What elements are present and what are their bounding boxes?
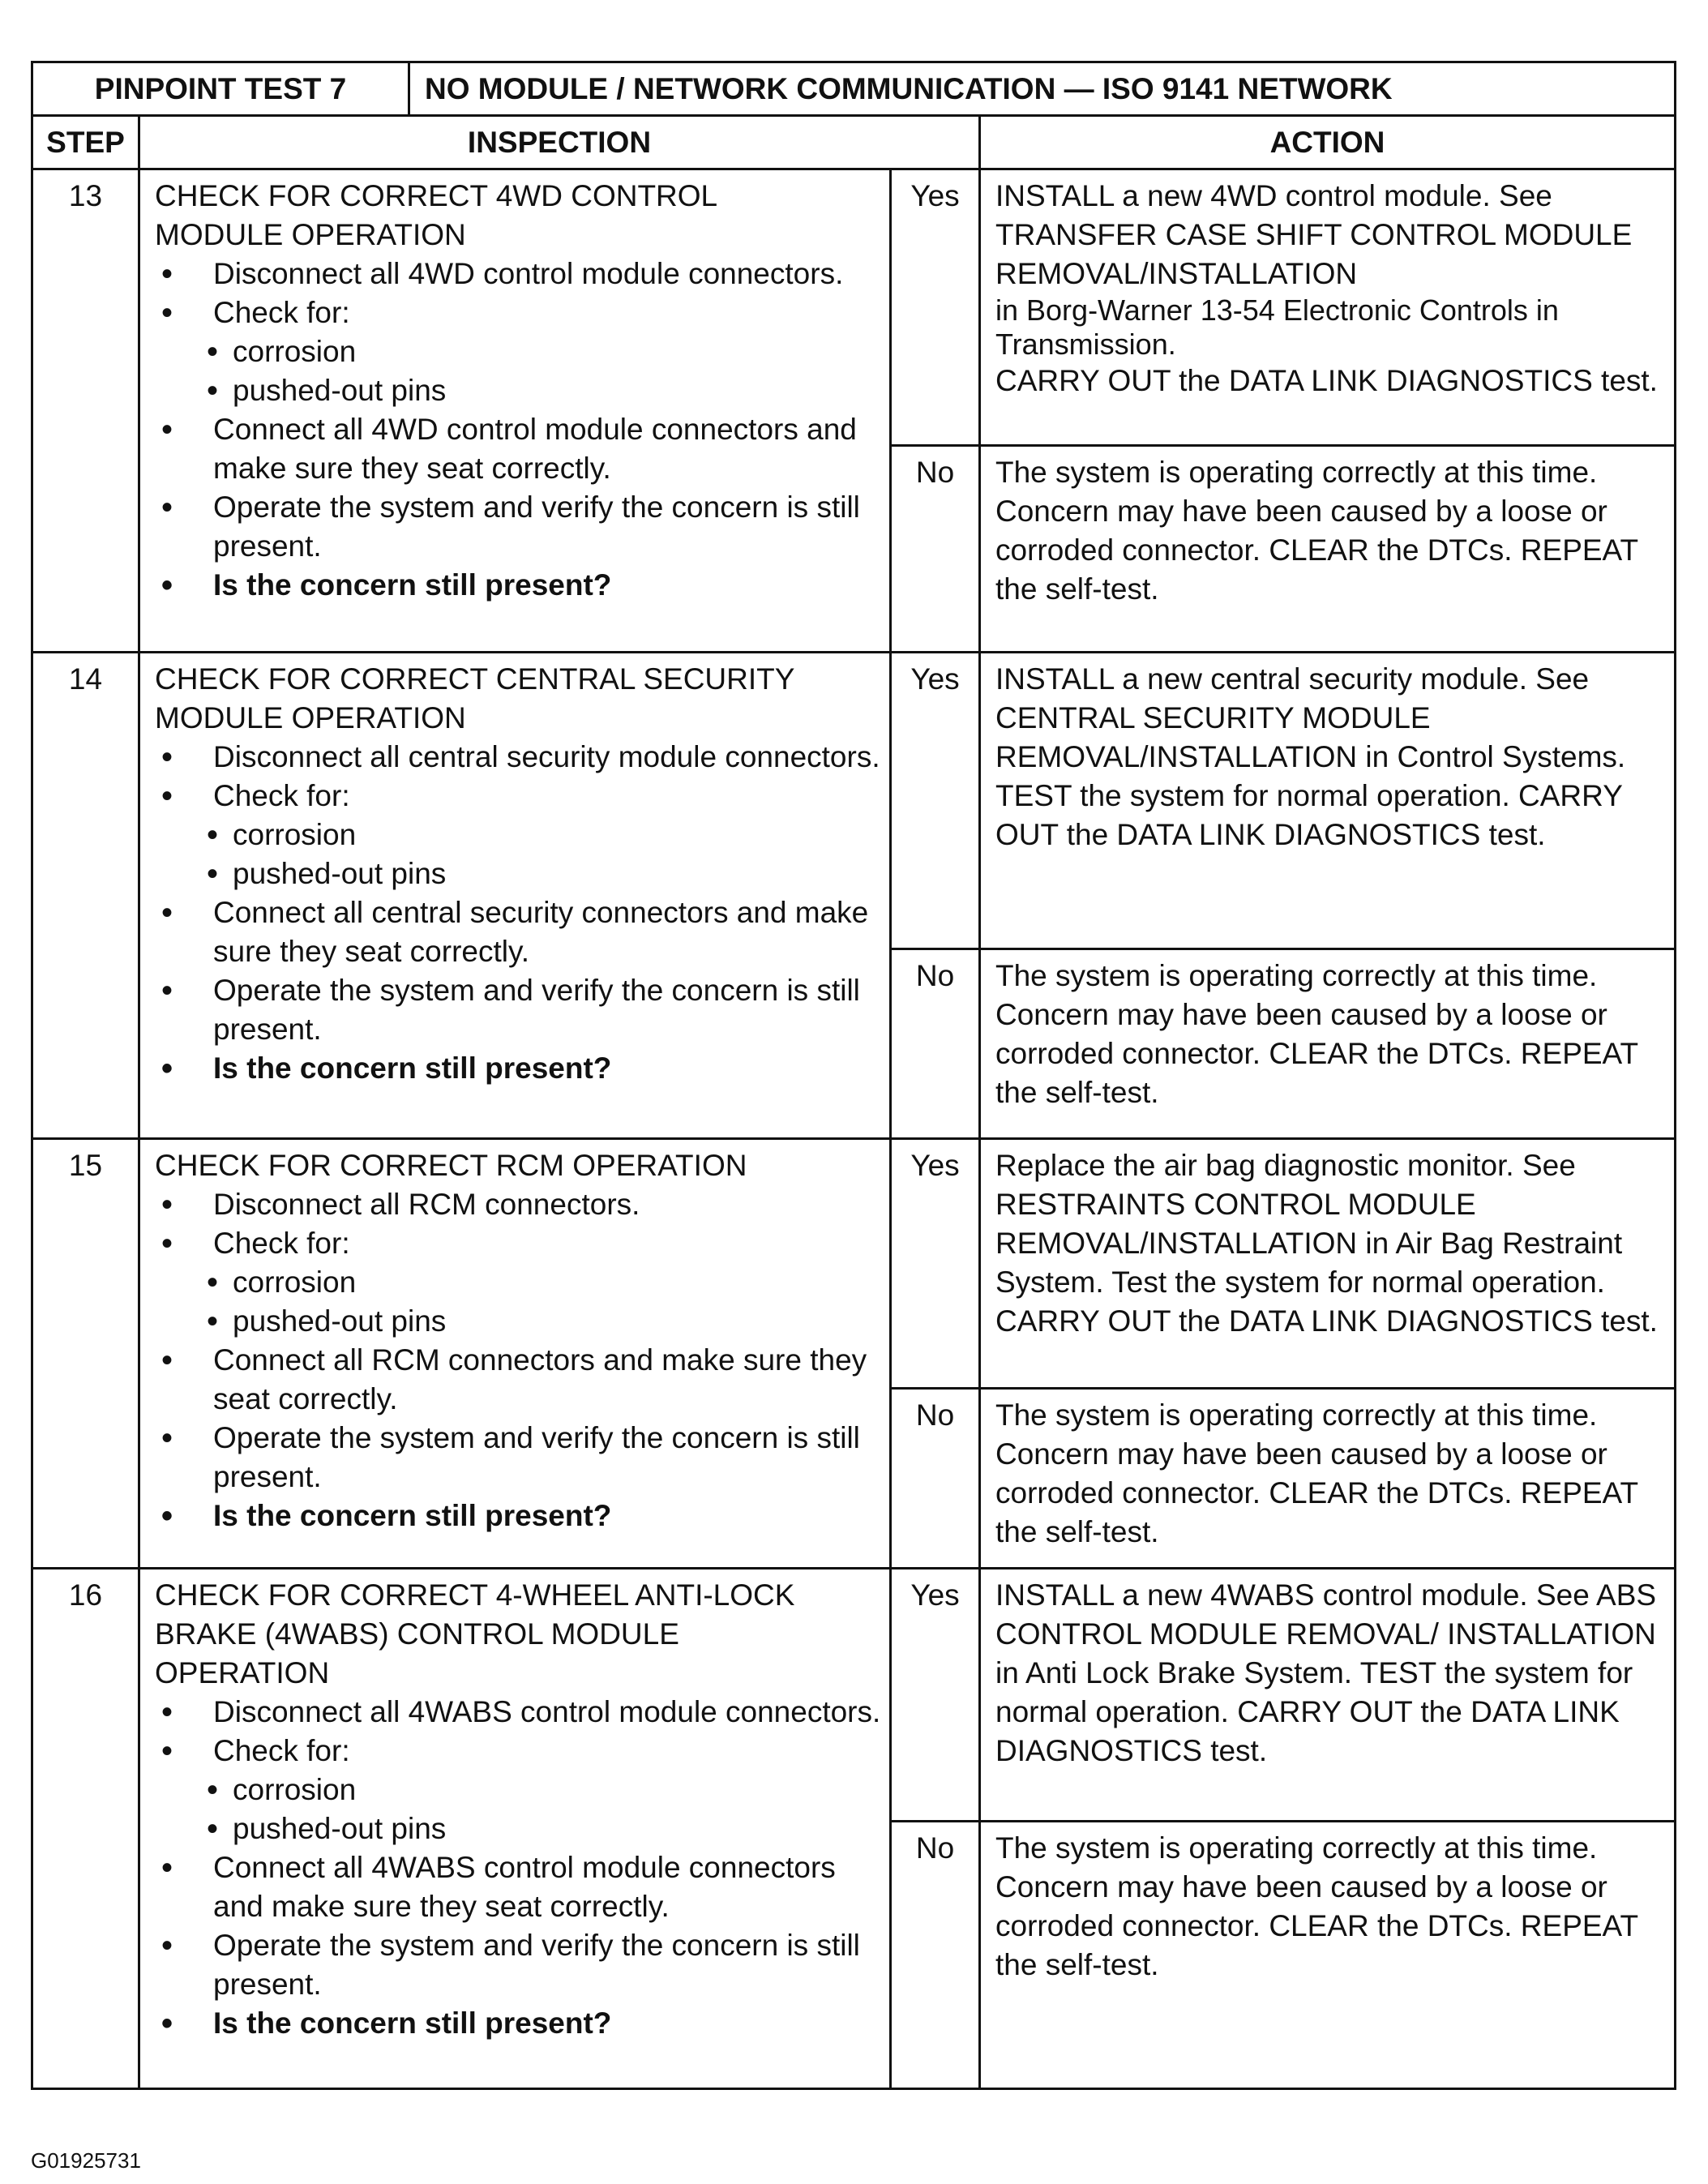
no-action: The system is operating correctly at this time. Concern may have been caused by a loose or corroded connector. CLEAR the DTCs. REPEAT the self-test. [980, 1822, 1676, 2089]
list-item [155, 293, 881, 410]
list-item: • corrosion [194, 1771, 881, 1809]
yes-action: Replace the air bag diagnostic monitor. See RESTRAINTS CONTROL MODULE REMOVAL/INSTALLATION in Air Bag Restraint System. Test the system for normal operation. CARRY OUT the DATA LINK DIAGNOSTICS test. [980, 1139, 1676, 1389]
inspection-list [155, 738, 881, 1088]
inspection-cell [139, 653, 891, 1139]
inspection-cell [139, 1139, 891, 1569]
check-for-label: Check for: [213, 1734, 350, 1767]
step-number: 16 [32, 1569, 139, 2089]
list-item: • Operate the system and verify the concern is still present. [155, 971, 881, 1049]
check-for-label: Check for: [213, 1227, 350, 1260]
list-item: • pushed-out pins [194, 1809, 881, 1848]
inspection-heading: OPERATION [155, 1656, 330, 1689]
no-action: The system is operating correctly at this time. Concern may have been caused by a loose or corroded connector. CLEAR the DTCs. REPEAT the self-test. [980, 1389, 1676, 1569]
list-item: • Operate the system and verify the concern is still present. [155, 488, 881, 566]
inspection-heading: CHECK FOR CORRECT CENTRAL SECURITY [155, 662, 795, 696]
yes-action [980, 169, 1676, 446]
check-list [213, 332, 881, 410]
yes-label: Yes [891, 169, 980, 446]
list-item: • Disconnect all 4WABS control module connectors. [155, 1693, 881, 1732]
inspection-cell [139, 169, 891, 653]
inspection-heading: CHECK FOR CORRECT RCM OPERATION [155, 1149, 747, 1182]
question-item: • Is the concern still present? [155, 566, 881, 605]
yes-label: Yes [891, 1139, 980, 1389]
list-item: • pushed-out pins [194, 854, 881, 893]
list-item: • pushed-out pins [194, 1302, 881, 1341]
no-label: No [891, 1822, 980, 2089]
title-row [32, 62, 1676, 116]
inspection-heading: BRAKE (4WABS) CONTROL MODULE [155, 1617, 679, 1651]
list-item: • Connect all central security connectors and make sure they seat correctly. [155, 893, 881, 971]
inspection-list [155, 255, 881, 605]
inspection-heading: MODULE OPERATION [155, 218, 466, 251]
action-text: INSTALL a new 4WD control module. See TRANSFER CASE SHIFT CONTROL MODULE REMOVAL/INSTALLATION [995, 179, 1633, 290]
no-label: No [891, 1389, 980, 1569]
inspection-list [155, 1185, 881, 1535]
inspection-heading: CHECK FOR CORRECT 4-WHEEL ANTI-LOCK [155, 1578, 795, 1612]
list-item: • corrosion [194, 1263, 881, 1302]
no-action: The system is operating correctly at this time. Concern may have been caused by a loose or corroded connector. CLEAR the DTCs. REPEAT the self-test. [980, 446, 1676, 653]
inspection-cell [139, 1569, 891, 2089]
step-number: 13 [32, 169, 139, 653]
list-item: • Connect all 4WABS control module connectors and make sure they seat correctly. [155, 1848, 881, 1926]
check-list [213, 1771, 881, 1848]
question-item: • Is the concern still present? [155, 1049, 881, 1088]
step-row-15-yes [32, 1139, 1676, 1389]
inspection-list [155, 1693, 881, 2043]
test-title: NO MODULE / NETWORK COMMUNICATION — ISO 9141 NETWORK [409, 62, 1676, 116]
action-column-header: ACTION [980, 116, 1676, 169]
figure-id: G01925731 [31, 2148, 141, 2173]
list-item: • Disconnect all central security module connectors. [155, 738, 881, 777]
yes-action: INSTALL a new 4WABS control module. See ABS CONTROL MODULE REMOVAL/ INSTALLATION in Anti Lock Brake System. TEST the system for normal operation. CARRY OUT the DATA LINK DIAGNOSTICS test. [980, 1569, 1676, 1822]
check-for-label: Check for: [213, 296, 350, 329]
list-item: • Operate the system and verify the concern is still present. [155, 1926, 881, 2004]
check-list [213, 816, 881, 893]
pinpoint-test-table [31, 61, 1676, 2090]
step-row-16-yes [32, 1569, 1676, 1822]
list-item [155, 1224, 881, 1341]
check-for-label: Check for: [213, 779, 350, 812]
step-column-header: STEP [32, 116, 139, 169]
inspection-column-header: INSPECTION [139, 116, 980, 169]
list-item: • Connect all 4WD control module connectors and make sure they seat correctly. [155, 410, 881, 488]
yes-label: Yes [891, 1569, 980, 1822]
step-number: 15 [32, 1139, 139, 1569]
list-item [155, 1732, 881, 1848]
column-header-row [32, 116, 1676, 169]
list-item: • Connect all RCM connectors and make sure they seat correctly. [155, 1341, 881, 1419]
list-item: • Disconnect all 4WD control module connectors. [155, 255, 881, 293]
list-item: • corrosion [194, 816, 881, 854]
inspection-heading: CHECK FOR CORRECT 4WD CONTROL [155, 179, 718, 212]
step-number: 14 [32, 653, 139, 1139]
list-item: • Disconnect all RCM connectors. [155, 1185, 881, 1224]
yes-label: Yes [891, 653, 980, 949]
no-label: No [891, 949, 980, 1139]
inspection-heading: MODULE OPERATION [155, 701, 466, 734]
list-item [155, 777, 881, 893]
list-item: • corrosion [194, 332, 881, 371]
action-text: CARRY OUT the DATA LINK DIAGNOSTICS test. [995, 364, 1658, 397]
step-row-13-yes [32, 169, 1676, 446]
question-item: • Is the concern still present? [155, 1497, 881, 1535]
yes-action: INSTALL a new central security module. See CENTRAL SECURITY MODULE REMOVAL/INSTALLATION in Control Systems. TEST the system for normal operation. CARRY OUT the DATA LINK DIAGNOSTICS test. [980, 653, 1676, 949]
list-item: • Operate the system and verify the concern is still present. [155, 1419, 881, 1497]
check-list [213, 1263, 881, 1341]
action-text-small: in Borg-Warner 13-54 Electronic Controls in Transmission. [995, 293, 1559, 361]
list-item: • pushed-out pins [194, 371, 881, 410]
test-label: PINPOINT TEST 7 [32, 62, 409, 116]
step-row-14-yes [32, 653, 1676, 949]
question-item: • Is the concern still present? [155, 2004, 881, 2043]
no-label: No [891, 446, 980, 653]
no-action: The system is operating correctly at this time. Concern may have been caused by a loose or corroded connector. CLEAR the DTCs. REPEAT the self-test. [980, 949, 1676, 1139]
